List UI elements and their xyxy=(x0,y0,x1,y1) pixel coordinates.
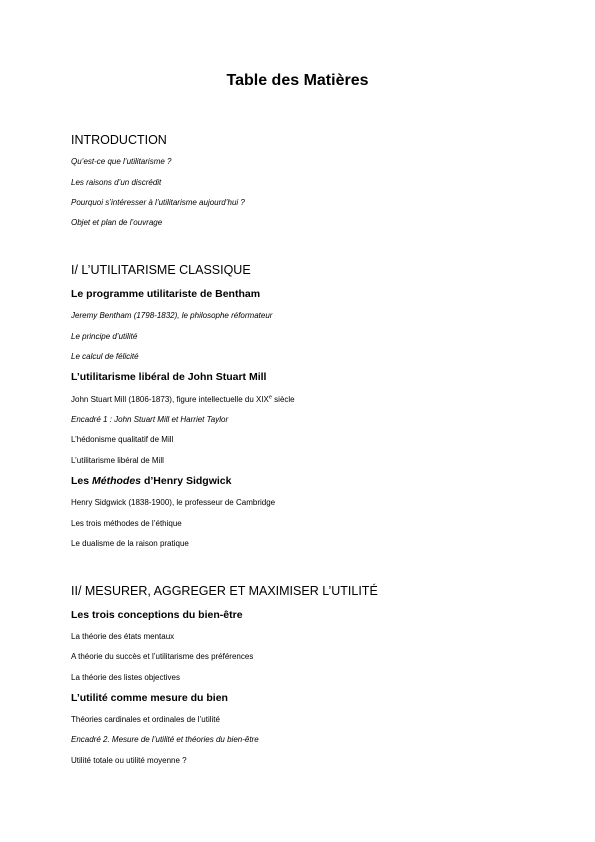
toc-entry xyxy=(71,395,295,404)
toc-entry: Les raisons d’un discrédit xyxy=(71,178,162,187)
toc-entry: La théorie des listes objectives xyxy=(71,673,180,682)
toc-entry: Pourquoi s’intéresser à l’utilitarisme aujourd’hui ? xyxy=(71,198,245,207)
toc-entry: Jeremy Bentham (1798-1832), le philosophe réformateur xyxy=(71,311,273,320)
toc-entry: Théories cardinales et ordinales de l’utilité xyxy=(71,715,220,724)
toc-entry: La théorie des états mentaux xyxy=(71,632,175,641)
toc-entry: L’hédonisme qualitatif de Mill xyxy=(71,435,174,444)
section-heading-bien-etre: Les trois conceptions du bien-être xyxy=(71,609,243,621)
heading-text: d’Henry Sidgwick xyxy=(141,475,232,487)
toc-entry: Le calcul de félicité xyxy=(71,352,139,361)
section-heading-bentham: Le programme utilitariste de Bentham xyxy=(71,288,261,300)
superscript: e xyxy=(268,394,272,401)
section-heading-sidgwick xyxy=(71,475,231,487)
toc-entry: Qu’est-ce que l’utilitarisme ? xyxy=(71,157,172,166)
toc-entry: Henry Sidgwick (1838-1900), le professeur de Cambridge xyxy=(71,498,276,507)
toc-entry: A théorie du succès et l’utilitarisme des préférences xyxy=(71,652,254,661)
entry-text: John Stuart Mill (1806-1873), figure intellectuelle du XIX xyxy=(71,395,269,404)
section-heading-mill: L’utilitarisme libéral de John Stuart Mill xyxy=(71,371,267,383)
toc-entry: Utilité totale ou utilité moyenne ? xyxy=(71,756,187,765)
toc-entry: Encadré 1 : John Stuart Mill et Harriet Taylor xyxy=(71,415,229,424)
toc-entry: Encadré 2. Mesure de l’utilité et théories du bien-être xyxy=(71,735,259,744)
toc-entry: Le principe d’utilité xyxy=(71,332,138,341)
entry-text: siècle xyxy=(271,395,295,404)
heading-text: Les xyxy=(71,475,93,487)
toc-entry: L’utilitarisme libéral de Mill xyxy=(71,456,164,465)
part-heading-introduction: INTRODUCTION xyxy=(71,133,167,147)
heading-italic-text: Méthodes xyxy=(92,475,142,487)
part-heading-utilitarisme-classique: I/ L’UTILITARISME CLASSIQUE xyxy=(71,263,251,277)
toc-entry: Le dualisme de la raison pratique xyxy=(71,539,189,548)
section-heading-utilite-mesure: L’utilité comme mesure du bien xyxy=(71,692,228,704)
part-heading-mesurer: II/ MESURER, AGGREGER ET MAXIMISER L’UTILITÉ xyxy=(71,584,378,598)
toc-entry: Objet et plan de l’ouvrage xyxy=(71,218,163,227)
page-title: Table des Matières xyxy=(226,72,369,89)
toc-entry: Les trois méthodes de l’éthique xyxy=(71,519,182,528)
